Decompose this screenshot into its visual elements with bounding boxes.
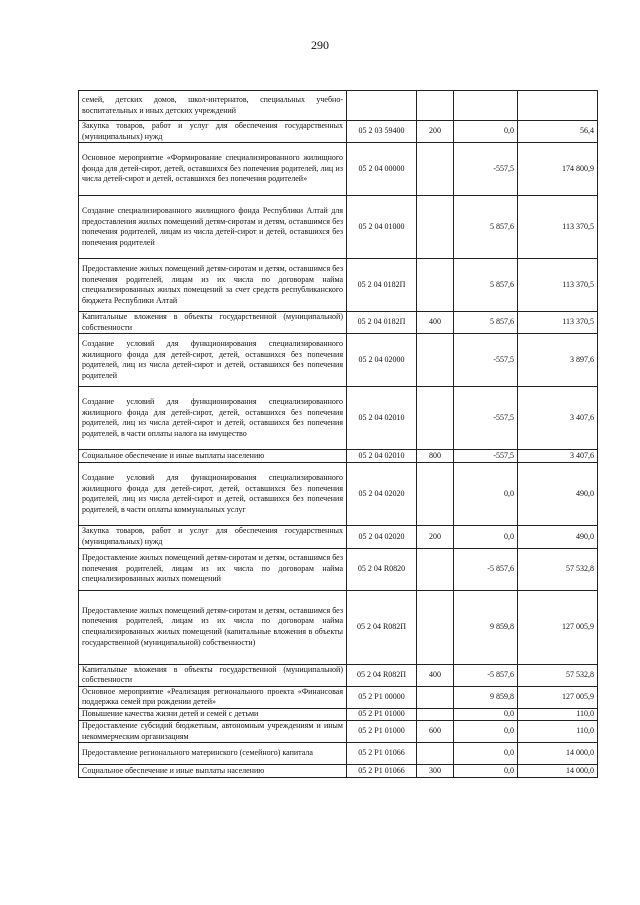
row-expense-type: 300 [417,765,454,778]
row-description: Создание специализированного жилищного фонда Республики Алтай для предоставления жилых помещений детям-сиротам и детям, оставшимся без попечения родителей, лицам из числа детей-сирот и детей, оставшихся без попечения родителей [79,196,347,259]
row-total-amount [518,91,598,121]
row-budget-code: 05 2 04 01000 [347,196,417,259]
row-expense-type [417,91,454,121]
row-total-amount: 127 005,9 [518,686,598,708]
row-description: Создание условий для функционирования специализированного жилищного фонда для детей-сирот, детей, оставшихся без попечения родителей, лиц из числа детей-сирот и детей, оставшихся без попечения родителей, в части оплаты налога на имущество [79,387,347,450]
row-change-amount: 0,0 [454,708,518,720]
row-expense-type [417,387,454,450]
table-row [79,334,598,387]
row-change-amount: 0,0 [454,765,518,778]
row-change-amount: 0,0 [454,720,518,742]
table-row [79,743,598,765]
table-row [79,463,598,526]
row-total-amount: 3 407,6 [518,387,598,450]
row-change-amount: 0,0 [454,463,518,526]
row-change-amount: -557,5 [454,334,518,387]
row-expense-type [417,259,454,312]
row-total-amount: 127 005,9 [518,590,598,664]
row-total-amount: 14 000,0 [518,743,598,765]
row-change-amount: -557,5 [454,387,518,450]
table-row [79,765,598,778]
row-budget-code: 05 2 04 02000 [347,334,417,387]
row-total-amount: 490,0 [518,463,598,526]
row-description: Предоставление жилых помещений детям-сиротам и детям, оставшимся без попечения родителей, лицам из их числа по договорам найма специализированных жилых помещений за счет средств республиканского бюджета Республики Алтай [79,259,347,312]
row-budget-code: 05 2 04 00000 [347,143,417,196]
row-budget-code: 05 2 04 0182П [347,259,417,312]
row-budget-code: 05 2 P1 01066 [347,765,417,778]
row-change-amount: -5 857,6 [454,664,518,686]
table-row [79,143,598,196]
row-description: семей, детских домов, школ-интернатов, специальных учебно-воспитательных и иных детских учреждений [79,91,347,121]
table-row [79,259,598,312]
row-budget-code: 05 2 04 R082П [347,664,417,686]
row-total-amount: 113 370,5 [518,312,598,334]
table-row [79,720,598,742]
row-budget-code: 05 2 04 0182П [347,312,417,334]
row-change-amount: 0,0 [454,526,518,548]
row-expense-type [417,708,454,720]
row-total-amount: 56,4 [518,121,598,143]
row-expense-type [417,143,454,196]
row-change-amount: 9 859,8 [454,590,518,664]
row-change-amount: 5 857,6 [454,259,518,312]
row-budget-code: 05 2 P1 01066 [347,743,417,765]
row-description: Закупка товаров, работ и услуг для обеспечения государственных (муниципальных) нужд [79,121,347,143]
row-total-amount: 110,0 [518,720,598,742]
row-change-amount: -557,5 [454,143,518,196]
row-change-amount: 0,0 [454,743,518,765]
row-budget-code: 05 2 04 R0820 [347,548,417,590]
row-expense-type [417,196,454,259]
row-budget-code: 05 2 P1 01000 [347,720,417,742]
row-budget-code [347,91,417,121]
row-description: Предоставление субсидий бюджетным, автономным учреждениям и иным некоммерческим организациям [79,720,347,742]
row-expense-type [417,743,454,765]
table-row [79,312,598,334]
row-expense-type [417,686,454,708]
budget-table [78,90,598,778]
row-description: Основное мероприятие «Реализация регионального проекта «Финансовая поддержка семей при рождении детей» [79,686,347,708]
row-total-amount: 3 897,6 [518,334,598,387]
row-description: Капитальные вложения в объекты государственной (муниципальной) собственности [79,664,347,686]
row-total-amount: 57 532,8 [518,548,598,590]
table-row [79,450,598,463]
row-total-amount: 110,0 [518,708,598,720]
table-row [79,121,598,143]
table-row [79,526,598,548]
table-row [79,387,598,450]
row-total-amount: 490,0 [518,526,598,548]
row-change-amount: 5 857,6 [454,312,518,334]
table-row [79,686,598,708]
row-expense-type: 200 [417,121,454,143]
row-change-amount: 0,0 [454,121,518,143]
row-description: Капитальные вложения в объекты государственной (муниципальной) собственности [79,312,347,334]
row-description: Создание условий для функционирования специализированного жилищного фонда для детей-сирот, детей, оставшихся без попечения родителей, лиц из числа детей-сирот и детей, оставшихся без попечения родителей [79,334,347,387]
table-row [79,590,598,664]
row-total-amount: 174 800,9 [518,143,598,196]
row-total-amount: 14 000,0 [518,765,598,778]
row-expense-type [417,334,454,387]
row-description: Предоставление регионального материнского (семейного) капитала [79,743,347,765]
row-description: Предоставление жилых помещений детям-сиротам и детям, оставшимся без попечения родителей, лицам из их числа по договорам найма специализированных жилых помещений [79,548,347,590]
row-change-amount: -5 857,6 [454,548,518,590]
row-total-amount: 3 407,6 [518,450,598,463]
row-budget-code: 05 2 04 02020 [347,526,417,548]
row-expense-type: 400 [417,312,454,334]
row-description: Основное мероприятие «Формирование специализированного жилищного фонда для детей-сирот, детей, оставшихся без попечения родителей, лиц из числа детей-сирот и детей, оставшихся без попечения родителей» [79,143,347,196]
row-budget-code: 05 2 04 02010 [347,450,417,463]
table-row [79,548,598,590]
row-description: Социальное обеспечение и иные выплаты населению [79,450,347,463]
row-expense-type [417,590,454,664]
page-number: 290 [311,38,329,52]
row-total-amount: 57 532,8 [518,664,598,686]
row-expense-type: 800 [417,450,454,463]
row-total-amount: 113 370,5 [518,196,598,259]
row-change-amount: 5 857,6 [454,196,518,259]
row-change-amount: -557,5 [454,450,518,463]
row-change-amount: 9 859,8 [454,686,518,708]
row-description: Создание условий для функционирования специализированного жилищного фонда для детей-сирот, детей, оставшихся без попечения родителей, лиц из числа детей-сирот и детей, оставшихся без попечения родителей, в части оплаты коммунальных услуг [79,463,347,526]
row-budget-code: 05 2 04 02020 [347,463,417,526]
row-description: Закупка товаров, работ и услуг для обеспечения государственных (муниципальных) нужд [79,526,347,548]
row-expense-type: 200 [417,526,454,548]
table-row [79,91,598,121]
table-row [79,664,598,686]
row-description: Предоставление жилых помещений детям-сиротам и детям, оставшимся без попечения родителей, лицам из их числа по договорам найма специализированных жилых помещений (капитальные вложения в объекты государственной (муниципальной) собственности) [79,590,347,664]
row-budget-code: 05 2 04 02010 [347,387,417,450]
row-budget-code: 05 2 03 59400 [347,121,417,143]
row-expense-type [417,463,454,526]
row-budget-code: 05 2 P1 01000 [347,708,417,720]
row-expense-type [417,548,454,590]
row-description: Социальное обеспечение и иные выплаты населению [79,765,347,778]
table-row [79,708,598,720]
row-expense-type: 400 [417,664,454,686]
row-expense-type: 600 [417,720,454,742]
row-total-amount: 113 370,5 [518,259,598,312]
row-description: Повышение качества жизни детей и семей с детьми [79,708,347,720]
row-change-amount [454,91,518,121]
table-row [79,196,598,259]
row-budget-code: 05 2 P1 00000 [347,686,417,708]
row-budget-code: 05 2 04 R082П [347,590,417,664]
